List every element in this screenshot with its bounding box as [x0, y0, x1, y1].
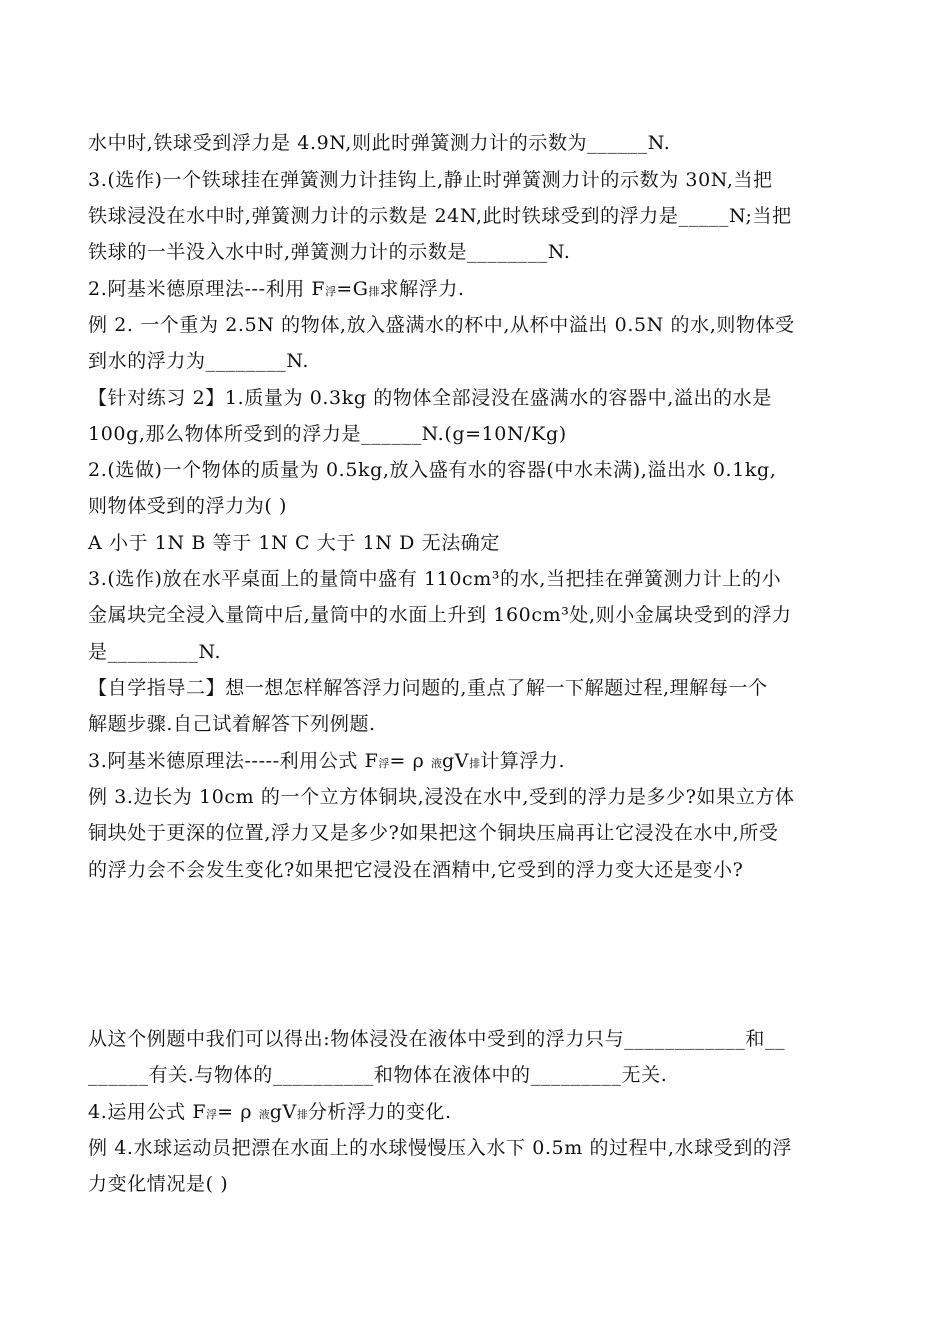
text-line: 从这个例题中我们可以得出:物体浸没在液体中受到的浮力只与____________和__: [88, 1028, 786, 1050]
text-line: 的浮力会不会发生变化?如果把它浸没在酒精中,它受到的浮力变大还是变小?: [88, 859, 744, 881]
text-line: 力变化情况是( ): [88, 1173, 229, 1195]
formula-text: 3.阿基米德原理法-----利用公式 F: [88, 750, 379, 772]
text-line: 铁球的一半没入水中时,弹簧测力计的示数是________N.: [88, 241, 571, 263]
formula-text: gV: [442, 750, 470, 772]
text-line: 2.(选做)一个物体的质量为 0.5kg,放入盛有水的容器(中水未满),溢出水 0.1kg,: [88, 459, 777, 481]
text-line: 【针对练习 2】1.质量为 0.3kg 的物体全部浸没在盛满水的容器中,溢出的水是: [88, 387, 772, 409]
formula-subscript: 排: [368, 285, 380, 298]
text-line: 例 4.水球运动员把漂在水面上的水球慢慢压入水下 0.5m 的过程中,水球受到的浮: [88, 1137, 793, 1159]
text-line: 是_________N.: [88, 641, 222, 663]
formula-text: 分析浮力的变化.: [307, 1101, 452, 1123]
answer-options: A 小于 1N B 等于 1N C 大于 1N D 无法确定: [88, 532, 500, 554]
formula-text: = ρ: [217, 1101, 259, 1123]
formula-text: 2.阿基米德原理法---利用 F: [88, 278, 326, 300]
text-line: 解题步骤.自己试着解答下列例题.: [88, 713, 376, 735]
formula-subscript: 排: [296, 1108, 308, 1121]
formula-subscript: 浮: [206, 1108, 218, 1121]
text-line: 3.(选作)放在水平桌面上的量筒中盛有 110cm³的水,当把挂在弹簧测力计上的小: [88, 568, 782, 590]
text-line: 【自学指导二】想一想怎样解答浮力问题的,重点了解一下解题过程,理解每一个: [88, 677, 768, 699]
formula-subscript: 浮: [378, 757, 390, 770]
text-line: 例 3.边长为 10cm 的一个立方体铜块,浸没在水中,受到的浮力是多少?如果立方体: [88, 786, 795, 808]
text-line: 金属块完全浸入量筒中后,量筒中的水面上升到 160cm³处,则小金属块受到的浮力: [88, 604, 792, 626]
formula-text: gV: [269, 1101, 297, 1123]
text-line: 到水的浮力为________N.: [88, 350, 310, 372]
formula-text: 求解浮力.: [379, 278, 465, 300]
formula-text: 4.运用公式 F: [88, 1101, 207, 1123]
text-line: 例 2. 一个重为 2.5N 的物体,放入盛满水的杯中,从杯中溢出 0.5N 的水,则物体受: [88, 314, 795, 336]
formula-subscript: 排: [469, 757, 481, 770]
text-line: 3.(选作)一个铁球挂在弹簧测力计挂钩上,静止时弹簧测力计的示数为 30N,当把: [88, 169, 773, 191]
formula-subscript: 浮: [325, 285, 337, 298]
formula-line: [88, 747, 878, 778]
formula-text: = ρ: [389, 750, 432, 772]
text-line: 100g,那么物体所受到的浮力是______N.(g=10N/Kg): [88, 423, 567, 445]
formula-line: [88, 275, 878, 306]
text-line: 水中时,铁球受到浮力是 4.9N,则此时弹簧测力计的示数为______N.: [88, 132, 671, 154]
text-line: 铜块处于更深的位置,浮力又是多少?如果把这个铜块压扁再让它浸没在水中,所受: [88, 822, 779, 844]
formula-text: 计算浮力.: [480, 750, 566, 772]
formula-text: =G: [336, 278, 369, 300]
formula-subscript: 液: [431, 757, 443, 770]
text-line: 则物体受到的浮力为( ): [88, 495, 288, 517]
formula-subscript: 液: [258, 1108, 270, 1121]
text-line: ______有关.与物体的__________和物体在液体中的_________无关.: [88, 1064, 668, 1086]
formula-line: [88, 1098, 878, 1129]
text-line: 铁球浸没在水中时,弹簧测力计的示数是 24N,此时铁球受到的浮力是_____N;当把: [88, 205, 792, 227]
